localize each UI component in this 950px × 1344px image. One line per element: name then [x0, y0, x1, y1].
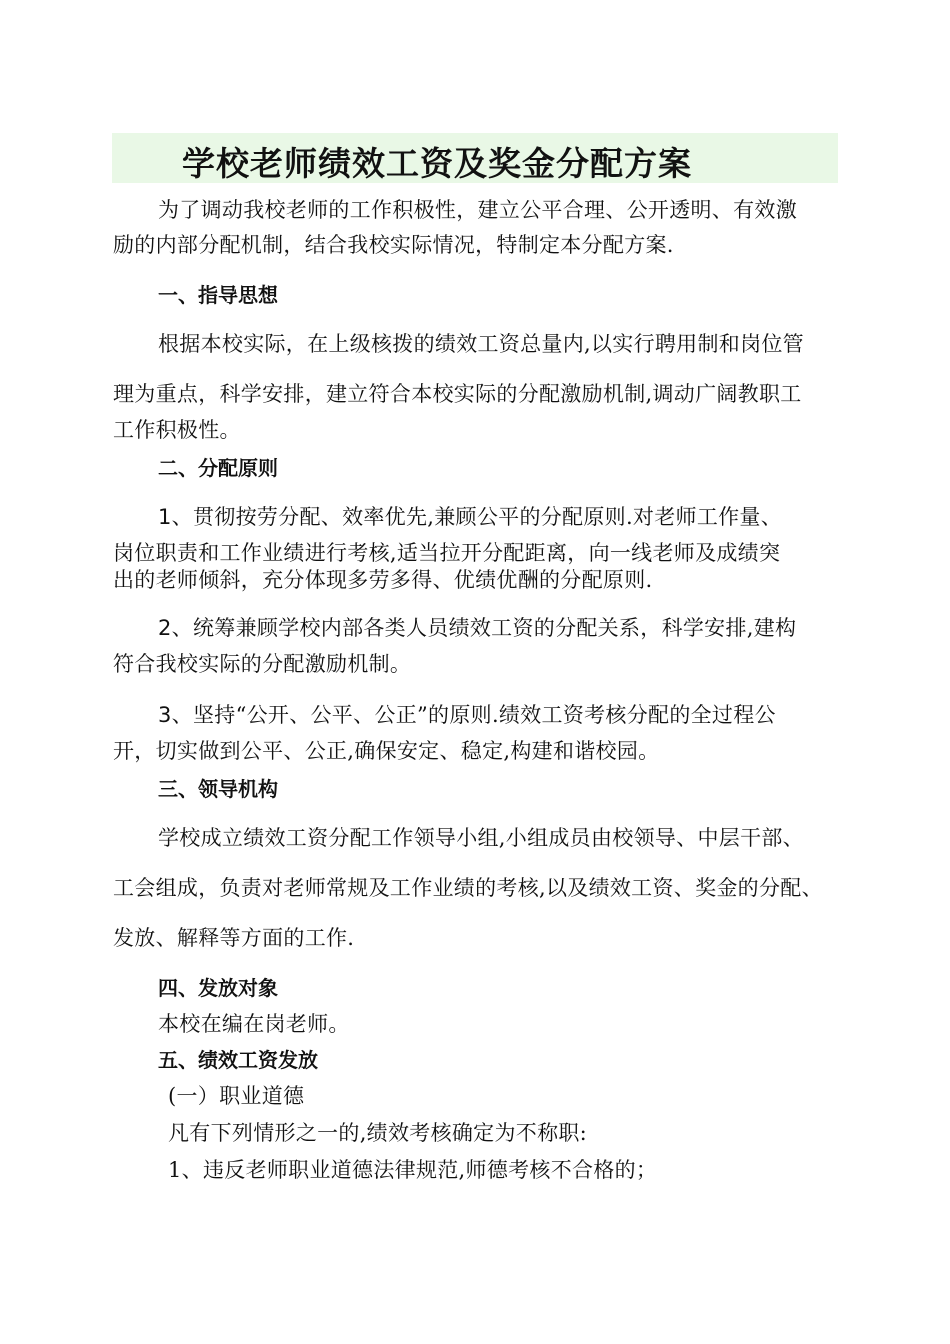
document-title: 学校老师绩效工资及奖金分配方案	[182, 144, 692, 183]
section-heading-recipients: 四、发放对象	[158, 976, 278, 1000]
principle-3-line-1	[158, 701, 776, 729]
principle-1-text: 、贯彻按劳分配、效率优先,兼顾公平的分配原则.对老师工作量、	[171, 505, 783, 529]
section5-line-1: 凡有下列情形之一的,绩效考核确定为不称职:	[168, 1121, 588, 1145]
section1-line-2: 理为重点，科学安排，建立符合本校实际的分配激励机制,调动广阔教职工	[113, 382, 802, 406]
section5-line-2: 1、违反老师职业道德法律规范,师德考核不合格的；	[168, 1158, 658, 1182]
principle-3-text: 、坚持“公开、公平、公正”的原则.绩效工资考核分配的全过程公	[171, 703, 776, 727]
intro-line-2: 励的内部分配机制，结合我校实际情况，特制定本分配方案.	[113, 233, 674, 257]
section3-line-3: 发放、解释等方面的工作.	[113, 926, 355, 950]
section1-line-3: 工作积极性。	[113, 418, 241, 442]
principle-1-line-1	[158, 503, 782, 531]
principle-1-line-2: 岗位职责和工作业绩进行考核,适当拉开分配距离，向一线老师及成绩突	[113, 541, 781, 565]
sub-heading-professional-ethics: (一）职业道德	[168, 1084, 305, 1108]
section3-line-2: 工会组成，负责对老师常规及工作业绩的考核,以及绩效工资、奖金的分配、	[113, 876, 823, 900]
principle-1-number: 1	[158, 505, 172, 529]
principle-2-line-2: 符合我校实际的分配激励机制。	[113, 652, 412, 676]
section4-line-1: 本校在编在岗老师。	[158, 1012, 350, 1036]
principle-2-text: 、统筹兼顾学校内部各类人员绩效工资的分配关系，科学安排,建构	[171, 616, 797, 640]
section-heading-performance-pay: 五、绩效工资发放	[158, 1048, 318, 1072]
section-heading-leadership: 三、领导机构	[158, 777, 278, 801]
intro-line-1: 为了调动我校老师的工作积极性，建立公平合理、公开透明、有效激	[158, 198, 797, 222]
principle-2-number: 2	[158, 616, 172, 640]
principle-2-line-1	[158, 614, 796, 642]
principle-1-line-3: 出的老师倾斜，充分体现多劳多得、优绩优酬的分配原则.	[113, 568, 653, 592]
title-banner	[112, 133, 838, 183]
section-heading-guiding-idea: 一、指导思想	[158, 283, 278, 307]
section-heading-distribution-principles: 二、分配原则	[158, 456, 278, 480]
principle-3-line-2: 开，切实做到公平、公正,确保安定、稳定,构建和谐校园。	[113, 739, 660, 763]
section3-line-1: 学校成立绩效工资分配工作领导小组,小组成员由校领导、中层干部、	[158, 826, 804, 850]
section1-line-1: 根据本校实际，在上级核拨的绩效工资总量内,以实行聘用制和岗位管	[158, 332, 804, 356]
principle-3-number: 3	[158, 703, 172, 727]
